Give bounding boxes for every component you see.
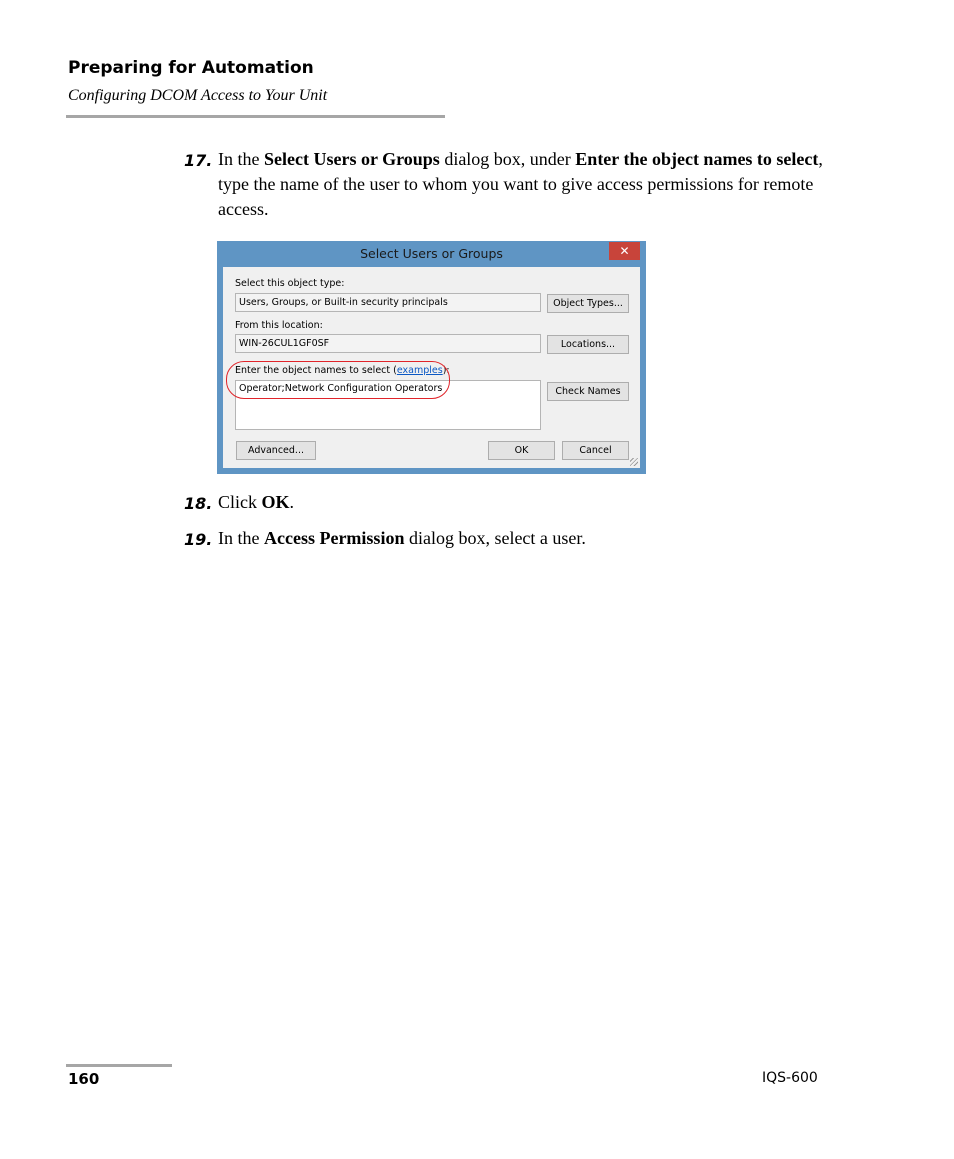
header-divider: [66, 115, 445, 118]
section-subtitle: Configuring DCOM Access to Your Unit: [68, 87, 328, 104]
object-type-label: Select this object type:: [235, 278, 345, 289]
object-names-input[interactable]: Operator;Network Configuration Operators: [235, 380, 541, 430]
dialog-body: [223, 267, 640, 468]
examples-link[interactable]: examples: [396, 365, 443, 376]
chapter-title: Preparing for Automation: [68, 58, 314, 78]
step-19: [184, 526, 824, 551]
select-users-dialog: [217, 241, 646, 474]
locations-button[interactable]: Locations...: [547, 335, 629, 354]
object-type-field: Users, Groups, or Built-in security principals: [235, 293, 541, 312]
step-text: Click OK.: [218, 492, 295, 512]
close-icon[interactable]: ✕: [609, 242, 640, 260]
cancel-button[interactable]: Cancel: [562, 441, 629, 460]
step-17: [184, 147, 824, 222]
footer-divider: [66, 1064, 172, 1067]
location-label: From this location:: [235, 320, 323, 331]
step-number: 17.: [184, 151, 213, 170]
highlight-oval: [226, 361, 450, 399]
product-model: IQS-600: [762, 1070, 818, 1086]
advanced-button[interactable]: Advanced...: [236, 441, 316, 460]
step-number: 19.: [184, 530, 213, 549]
resize-grip-icon[interactable]: [630, 458, 638, 466]
ok-button[interactable]: OK: [488, 441, 555, 460]
object-names-label: Enter the object names to select (examples):: [235, 365, 450, 376]
dialog-title: Select Users or Groups: [360, 246, 503, 261]
page-number: 160: [68, 1070, 100, 1088]
check-names-button[interactable]: Check Names: [547, 382, 629, 401]
step-text: In the Select Users or Groups dialog box, under Enter the object names to select, type the name of the user to whom you want to give access permissions for remote access.: [218, 149, 823, 219]
object-types-button[interactable]: Object Types...: [547, 294, 629, 313]
step-18: [184, 490, 824, 515]
step-number: 18.: [184, 494, 213, 513]
step-text: In the Access Permission dialog box, select a user.: [218, 528, 586, 548]
location-field: WIN-26CUL1GF0SF: [235, 334, 541, 353]
